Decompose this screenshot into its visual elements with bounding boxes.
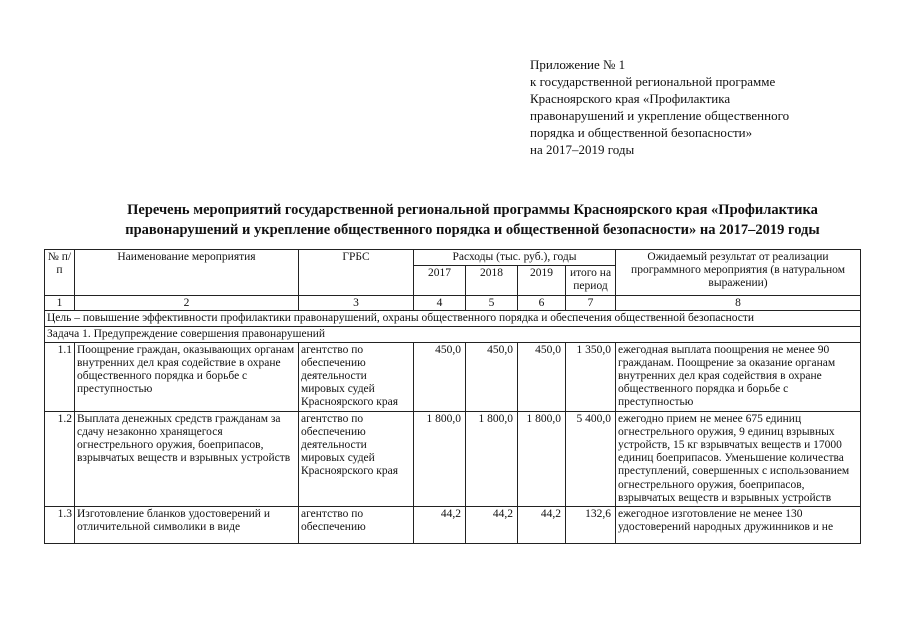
appendix-block (530, 56, 789, 158)
header-year-2017: 2017 (414, 266, 466, 295)
measures-table (44, 249, 861, 544)
row-2018: 44,2 (466, 507, 518, 544)
row-grbs: агентство по обеспечению деятельности мировых судей Красноярского края (299, 411, 414, 506)
row-num: 1.2 (45, 411, 75, 506)
goal-text: Цель – повышение эффективности профилактики правонарушений, охраны общественного порядка и обеспечения общественной безопасности (45, 310, 861, 326)
header-num: № п/п (45, 250, 75, 296)
row-result: ежегодно прием не менее 675 единиц огнестрельного оружия, 9 единиц взрывных устройств, 15 кг взрывчатых веществ и 17000 единиц боеприпасов. Уменьшение количества преступлений, совершенных с использованием огнестрельного оружия, боеприпасов, взрывчатых веществ и взрывных устройств (616, 411, 861, 506)
row-result: ежегодная выплата поощрения не менее 90 гражданам. Поощрение за оказание органам внутренних дел края содействия в охране общественного порядка и борьбе с преступностью (616, 342, 861, 411)
appendix-line: порядка и общественной безопасности» (530, 125, 753, 140)
column-index: 7 (566, 295, 616, 310)
document-title-line1: Перечень мероприятий государственной региональной программы Красноярского края «Профилактика (127, 202, 818, 218)
row-total: 1 350,0 (566, 342, 616, 411)
row-grbs: агентство по обеспечению деятельности мировых судей Красноярского края (299, 342, 414, 411)
header-expenses: Расходы (тыс. руб.), годы (414, 250, 616, 266)
column-index: 2 (75, 295, 299, 310)
document-title (110, 200, 835, 240)
row-2018: 450,0 (466, 342, 518, 411)
row-2017: 44,2 (414, 507, 466, 544)
row-grbs: агентство по обеспечению (299, 507, 414, 544)
header-year-2019: 2019 (518, 266, 566, 295)
goal-row (45, 310, 861, 326)
table-row (45, 411, 861, 506)
appendix-line: на 2017–2019 годы (530, 142, 635, 157)
task-row (45, 326, 861, 342)
header-grbs: ГРБС (299, 250, 414, 296)
appendix-line: к государственной региональной программе (530, 74, 776, 89)
row-2017: 1 800,0 (414, 411, 466, 506)
column-index: 3 (299, 295, 414, 310)
appendix-line: Красноярского края «Профилактика (530, 91, 731, 106)
row-2019: 44,2 (518, 507, 566, 544)
row-total: 5 400,0 (566, 411, 616, 506)
row-name: Поощрение граждан, оказывающих органам внутренних дел края содействие в охране общественного порядка и борьбе с преступностью (75, 342, 299, 411)
column-index: 8 (616, 295, 861, 310)
row-num: 1.1 (45, 342, 75, 411)
table-row (45, 342, 861, 411)
column-index-row (45, 295, 861, 310)
document-title-line2: правонарушений и укрепление общественного порядка и общественной безопасности» на 2017–2019 годы (125, 222, 820, 238)
task-text: Задача 1. Предупреждение совершения правонарушений (45, 326, 861, 342)
header-row (45, 250, 861, 266)
header-result: Ожидаемый результат от реализации программного мероприятия (в натуральном выражении) (616, 250, 861, 296)
header-total: итого на период (566, 266, 616, 295)
row-2019: 450,0 (518, 342, 566, 411)
header-name: Наименование мероприятия (75, 250, 299, 296)
appendix-line: правонарушений и укрепление общественного (530, 108, 790, 123)
table-row (45, 507, 861, 544)
column-index: 5 (466, 295, 518, 310)
column-index: 1 (45, 295, 75, 310)
row-result: ежегодное изготовление не менее 130 удостоверений народных дружинников и не (616, 507, 861, 544)
header-year-2018: 2018 (466, 266, 518, 295)
row-name: Выплата денежных средств гражданам за сдачу незаконно хранящегося огнестрельного оружия, боеприпасов, взрывчатых веществ и взрывных устройств (75, 411, 299, 506)
appendix-line: Приложение № 1 (530, 57, 626, 72)
row-2018: 1 800,0 (466, 411, 518, 506)
column-index: 4 (414, 295, 466, 310)
row-2017: 450,0 (414, 342, 466, 411)
row-name: Изготовление бланков удостоверений и отличительной символики в виде (75, 507, 299, 544)
row-num: 1.3 (45, 507, 75, 544)
row-total: 132,6 (566, 507, 616, 544)
row-2019: 1 800,0 (518, 411, 566, 506)
column-index: 6 (518, 295, 566, 310)
